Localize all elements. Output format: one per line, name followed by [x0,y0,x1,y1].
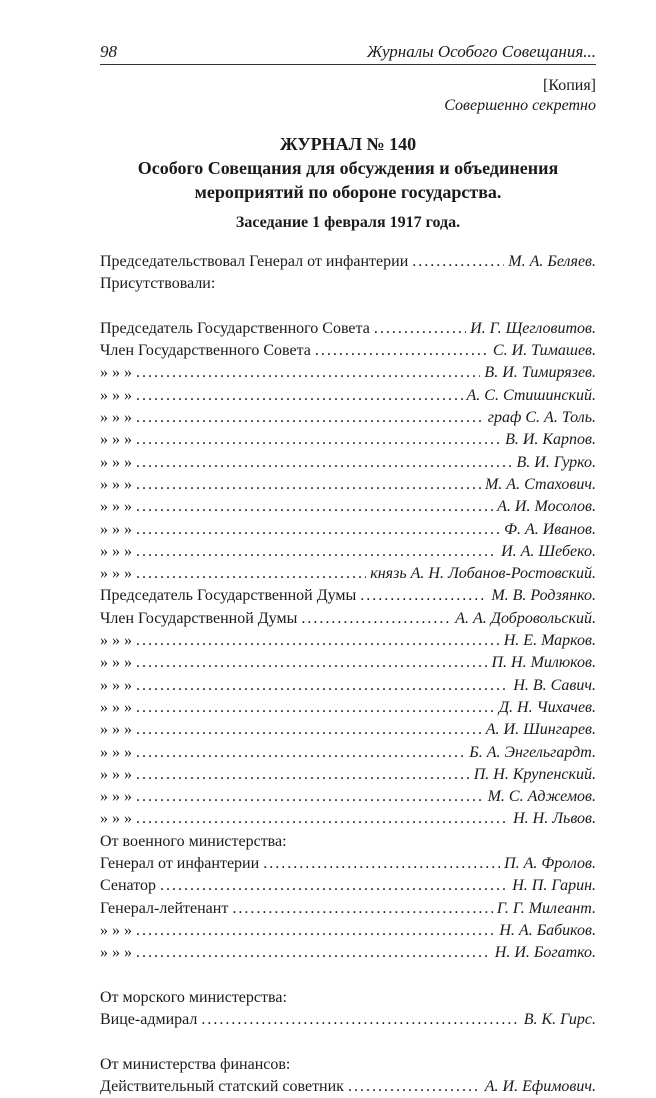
attendee-row [100,1009,596,1031]
attendee-row [100,853,596,875]
attendee-row [100,786,596,808]
attendee-position: » » » [100,743,132,761]
running-header [100,40,596,65]
naval-ministry-list [100,1009,596,1031]
attendee-name: граф С. А. Толь. [487,409,596,427]
attendee-row [100,519,596,541]
attendee-name: В. И. Тимирязев. [484,364,596,382]
attendee-name: А. И. Мосолов. [497,498,596,516]
attendee-name: М. А. Стахович. [484,475,596,493]
members-list [100,318,596,831]
running-title: Журналы Особого Совещания... [366,42,596,61]
leader-dots [136,541,497,563]
war-ministry-heading: От военного министерства: [100,832,287,850]
page-number: 98 [100,42,117,61]
attendee-position: Сенатор [100,877,156,895]
attendee-row [100,675,596,697]
finance-ministry-list [100,1076,596,1098]
leader-dots [136,719,482,741]
leader-dots [136,563,366,585]
attendee-position: » » » [100,453,132,471]
leader-dots [136,742,465,764]
leader-dots [136,786,484,808]
attendee-name: Н. И. Богатко. [494,944,596,962]
leader-dots [136,496,493,518]
attendee-position: Вице-адмирал [100,1011,198,1029]
leader-dots [263,853,500,875]
attendee-name: П. Н. Крупенский. [473,765,596,783]
title-line-1: ЖУРНАЛ № 140 [279,134,417,154]
spacer [100,1031,596,1053]
attendee-position: Действительный статский советник [100,1077,344,1095]
attendee-row [100,563,596,585]
leader-dots [136,920,495,942]
leader-dots [232,898,493,920]
attendee-name: М. С. Аджемов. [487,788,596,806]
attendee-row [100,697,596,719]
leader-dots [136,407,484,429]
attendee-row [100,362,596,384]
attendee-position: » » » [100,409,132,427]
attendee-position: Генерал-лейтенант [100,899,229,917]
leader-dots [412,251,504,273]
spacer [100,965,596,987]
attendee-name: Н. П. Гарин. [512,877,596,895]
chair-label: Председательствовал Генерал от инфантерии [100,253,409,270]
classification-stamp [444,76,596,116]
leader-dots [136,362,480,384]
attendee-row [100,452,596,474]
attendee-row [100,742,596,764]
attendee-position: » » » [100,364,132,382]
attendee-row [100,764,596,786]
leader-dots [136,697,495,719]
attendee-row [100,942,596,964]
document-title [100,132,596,204]
leader-dots [301,608,451,630]
attendee-name: В. И. Гурко. [516,453,596,471]
leader-dots [360,585,487,607]
attendee-name: А. С. Стишинский. [466,386,596,404]
leader-dots [348,1076,481,1098]
attendee-name: Д. Н. Чихачев. [498,698,596,716]
leader-dots [374,318,466,340]
attendee-row [100,541,596,563]
attendee-name: А. И. Ефимович. [484,1077,596,1095]
attendee-position: » » » [100,654,132,672]
attendee-name: И. А. Шебеко. [501,542,596,560]
attendee-row [100,429,596,451]
leader-dots [136,474,481,496]
attendee-name: Г. Г. Милеант. [496,899,596,917]
attendee-position: Член Государственного Совета [100,342,311,360]
finance-ministry-heading: От министерства финансов: [100,1055,291,1073]
leader-dots [136,429,501,451]
attendee-name: П. А. Фролов. [504,855,596,873]
attendee-row [100,1076,596,1098]
attendee-position: » » » [100,386,132,404]
attendee-name: Н. В. Савич. [513,676,596,694]
chair-row [100,251,596,273]
leader-dots [136,519,500,541]
copy-mark: [Копия] [542,77,596,94]
attendee-position: » » » [100,542,132,560]
leader-dots [136,942,491,964]
attendee-position: » » » [100,632,132,650]
attendee-name: В. К. Гирс. [523,1011,596,1029]
attendee-position: » » » [100,498,132,516]
leader-dots [136,652,487,674]
title-line-3: мероприятий по обороне государства. [194,182,502,202]
attendee-row [100,385,596,407]
attendee-name: И. Г. Щегловитов. [470,319,596,337]
leader-dots [315,340,489,362]
present-heading: Присутствовали: [100,275,216,293]
attendance-list [100,251,596,1098]
attendee-row [100,652,596,674]
attendee-name: С. И. Тимашев. [492,342,596,360]
attendee-row [100,407,596,429]
attendee-row [100,585,596,607]
attendee-position: » » » [100,676,132,694]
chair-name: М. А. Беляев. [508,253,596,270]
attendee-row [100,318,596,340]
attendee-row [100,920,596,942]
attendee-name: Н. А. Бабиков. [499,921,596,939]
leader-dots [136,675,509,697]
attendee-row [100,340,596,362]
attendee-position: » » » [100,788,132,806]
attendee-position: » » » [100,698,132,716]
attendee-name: П. Н. Милюков. [491,654,596,672]
attendee-name: Ф. А. Иванов. [504,520,596,538]
attendee-position: Член Государственной Думы [100,609,298,627]
attendee-position: Председатель Государственной Думы [100,587,357,605]
attendee-name: А. И. Шингарев. [485,721,596,739]
leader-dots [136,764,470,786]
attendee-position: » » » [100,721,132,739]
leader-dots [136,808,509,830]
secrecy-mark: Совершенно секретно [444,97,596,114]
attendee-name: Н. Е. Марков. [503,632,596,650]
attendee-row [100,875,596,897]
attendee-name: М. В. Родзянко. [491,587,596,605]
attendee-name: князь А. Н. Лобанов-Ростовский. [370,565,596,583]
attendee-name: Б. А. Энгельгардт. [469,743,596,761]
attendee-position: » » » [100,431,132,449]
leader-dots [136,452,512,474]
spacer [100,296,596,318]
leader-dots [160,875,508,897]
attendee-row [100,630,596,652]
attendee-row [100,898,596,920]
attendee-position: Председатель Государственного Совета [100,319,370,337]
naval-ministry-heading: От морского министерства: [100,988,287,1006]
attendee-position: » » » [100,520,132,538]
attendee-position: » » » [100,765,132,783]
attendee-name: А. А. Добровольский. [455,609,596,627]
attendee-position: » » » [100,921,132,939]
leader-dots [136,385,463,407]
attendee-row [100,474,596,496]
attendee-row [100,608,596,630]
attendee-position: » » » [100,565,132,583]
session-date: Заседание 1 февраля 1917 года. [235,214,461,231]
leader-dots [201,1009,519,1031]
leader-dots [136,630,500,652]
attendee-position: » » » [100,944,132,962]
attendee-position: » » » [100,810,132,828]
attendee-name: В. И. Карпов. [505,431,596,449]
war-ministry-list [100,853,596,964]
title-line-2: Особого Совещания для обсуждения и объединения [137,158,559,178]
attendee-row [100,719,596,741]
attendee-position: Генерал от инфантерии [100,855,260,873]
attendee-row [100,496,596,518]
attendee-position: » » » [100,475,132,493]
attendee-name: Н. Н. Львов. [513,810,596,828]
attendee-row [100,808,596,830]
